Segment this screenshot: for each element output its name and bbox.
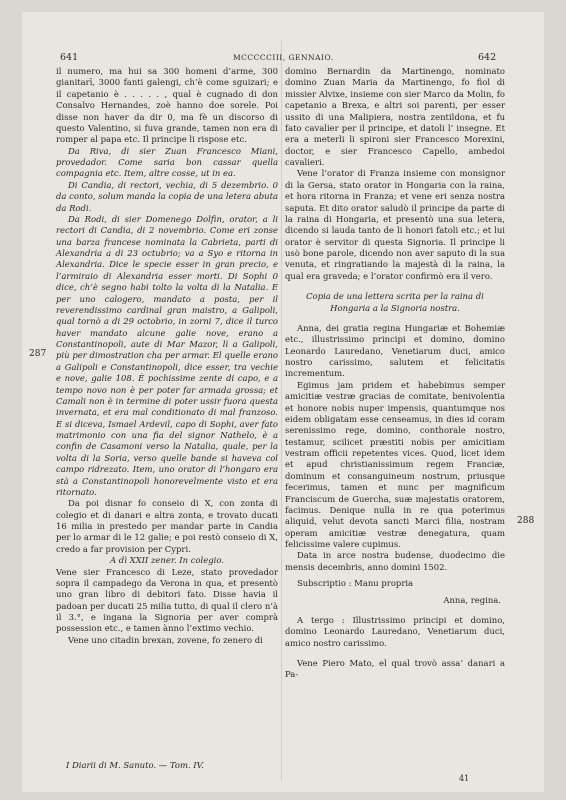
margin-number-right: 288 xyxy=(517,516,535,526)
paragraph: A tergo : Illustrissimo principi et domino, domino Leonardo Lauredano, Venetiarum duci, amico nostro carissimo. xyxy=(285,614,505,648)
paragraph xyxy=(285,282,505,291)
paragraph: Data in arce nostra budense, duodecimo die mensis decembris, anno domini 1502. xyxy=(285,550,505,572)
paragraph: il numero, ma hui sa 300 homeni d’arme, 300 gianitarī, 3000 fanti galengi, ch’è come sguizari; e il capetanio è . . . . . , qual è cugnado di don Consalvo Hernandes, zoè hanno doe sorele. Poi disse non haver da dir 0, ma fè un discorso di questo Valentino, si fuva grande, tamen non era di romper al papa etc. Il principe li rispose etc. xyxy=(56,66,278,145)
paragraph: Anna, dei gratia regina Hungariæ et Bohemiæ etc., illustrissimo principi et domino, domino Leonardo Lauredano, Venetiarum duci, amico nostro carissimo, salutem et felicitatis incrementum. xyxy=(285,322,505,379)
sheet-number: 41 xyxy=(459,774,470,783)
footer-source: I Diarii di M. Sanuto. — Tom. IV. xyxy=(66,760,204,770)
right-page-number: 642 xyxy=(478,52,497,63)
paragraph: Vene l’orator di Franza insieme con monsignor di la Gersa, stato orator in Hongaria con la raina, et hora ritorna in Franza; et vene eri senza nostra saputa. Et dito orator saludò il principe da parte di la raina di Hongaria, et presentò una sua letera, dicendo si lauda tanto de li honori fatoli etc.; et lui orator è servitor di questa Signoria. Il principe li usò bone parole, dicendo non aver saputo di la sua venuta, et ringratiando la majestà di la raina, la qual era graveda; e l’orator confirmò era il vero. xyxy=(285,168,505,281)
paragraph xyxy=(285,606,505,615)
paragraph: Vene Piero Mato, el qual trovò assa’ danari a Pa- xyxy=(285,658,505,680)
paragraph: Da Riva, di sier Zuan Francesco Miani, provedador. Come saria bon cassar quella compagnia etc. Item, altre cosse, ut in ea. xyxy=(56,145,278,179)
left-page-number: 641 xyxy=(60,52,79,63)
gutter-fold xyxy=(281,40,282,780)
paragraph: Anna, regina. xyxy=(443,594,501,605)
paragraph: Da poi disnar fo conseio di X, con zonta di colegio et di danari e altra zonta, e trovato ducati 16 milia in prestedo per mandar parte in Candia per lo armar di le 12 galie; e poi restò conseio di X, credo a far provision per Cypri. xyxy=(56,498,278,554)
paragraph: Egimus jam pridem et habebimus semper amicitiæ vestræ gracias de comitate, benivolentia et honore nobis nuper impensis, quantumque nos eidem obligatam esse censeamus, in dies id coram serenissimo rege, domino, conthorale nostro, testamur, scilicet præstiti nobis per amicitiam vestram officii repetentes vices. Quod, licet idem et apud christianissimum regem Franciæ, dominum et consanguineum nostrum, priusque fecerimus, tamen et nunc per magnificum Franciscum de Guercha, suæ majestatis oratorem, facimus. Denique nulla in re qua poterimus aliquid, velut devota sancti Marci filia, nostram operam amicitiæ vestræ denegatura, quam felicissime valere cupimus. xyxy=(285,379,505,549)
paragraph: domino Bernardin da Martinengo, nominato domino Zuan Maria da Martinengo, fo fiol di missier Alvixe, insieme con sier Marco da Molin, fo capetanio a Brexa, e altri soi parenti, per esser ussito di una Malipiera, nostra zentildona, et fu fato cavalier per il principe, et datoli l’ insegne. Et era a meterli li spironi sier Francesco Morexini, doctor, e sier Francesco Capello, ambedoi cavalieri. xyxy=(285,66,505,167)
paragraph: Di Candia, di rectori, vechia, di 5 dezembrio. 0 da conto, solum manda la copia de una letera abuta da Rodi. xyxy=(56,179,278,213)
margin-number-left: 287 xyxy=(29,349,47,359)
paragraph: Subscriptio : Manu propria xyxy=(297,578,414,589)
paragraph xyxy=(285,649,505,658)
left-text-column xyxy=(56,66,278,646)
paragraph: Vene sier Francesco di Leze, stato provedador sopra il campadego da Verona in qua, et presentò uno gran libro di debitori fato. Disse havia il padoan per ducati 25 milia tutto, di qual il clero n’à il 3.°, e ingana la Signoria per aver comprà possession etc., e tamen ànno l’extimo vechio. xyxy=(56,566,278,634)
paragraph xyxy=(285,314,505,323)
paragraph: A dì XXII zener. In colegio. xyxy=(110,555,224,566)
paragraph: Da Rodi, di sier Domenego Dolfin, orator, a li rectori di Candia, di 2 novembrio. Come eri zonse una barza francese nominata la Cabrieta, parti di Alexandria a di 23 octubrio; va a Syo e ritorna in Alexandria. Dice le specie esser in gran precio, e l’armiraio di Alexandria esser morti. Di Sophi 0 dice, ch’è segno habi tolto la volta di la Natalia. E per uno calogero, mandato a posta, per il reverendissimo cardinal gran maistro, a Galipoli, qual tornò a di 29 octobrio, in zorni 7, dice il turco haver mandato alcune galie nove, erano a Constantinopoli, aute di Mar Mazor, lì a Galipoli, più per dimostration cha per armar. El quelle erano a Galipoli e Constantinopoli, dice esser, tra vechie e nove, galie 108. È pochissime zente di capo, e a tempo novo non è per poter far armada grossa; et Camali non è in termine di poter ussir fuora questa invernata, et era mal conditionato di mal franzoso. E si diceva, Ismael Ardevil, capo di Sophi, aver fato matrimonio con una fia del signor Nathelo, è a confin de Casamoni verso la Natalia, quale, per la volta di la Soria, verso quelle bande si haveva col campo ridrezato. Item, uno orator di l’hongaro era stà a Constantinopoli honorevelmente visto et era ritornato. xyxy=(56,213,278,497)
paragraph: Copia de una lettera scrita per la raina di Hongaria a la Signoria nostra. xyxy=(306,291,484,313)
running-title: MCCCCCIII, GENNAIO. xyxy=(233,53,334,62)
paragraph: Vene uno citadin brexan, zovene, fo zenero di xyxy=(68,634,263,645)
right-text-column xyxy=(285,66,505,681)
